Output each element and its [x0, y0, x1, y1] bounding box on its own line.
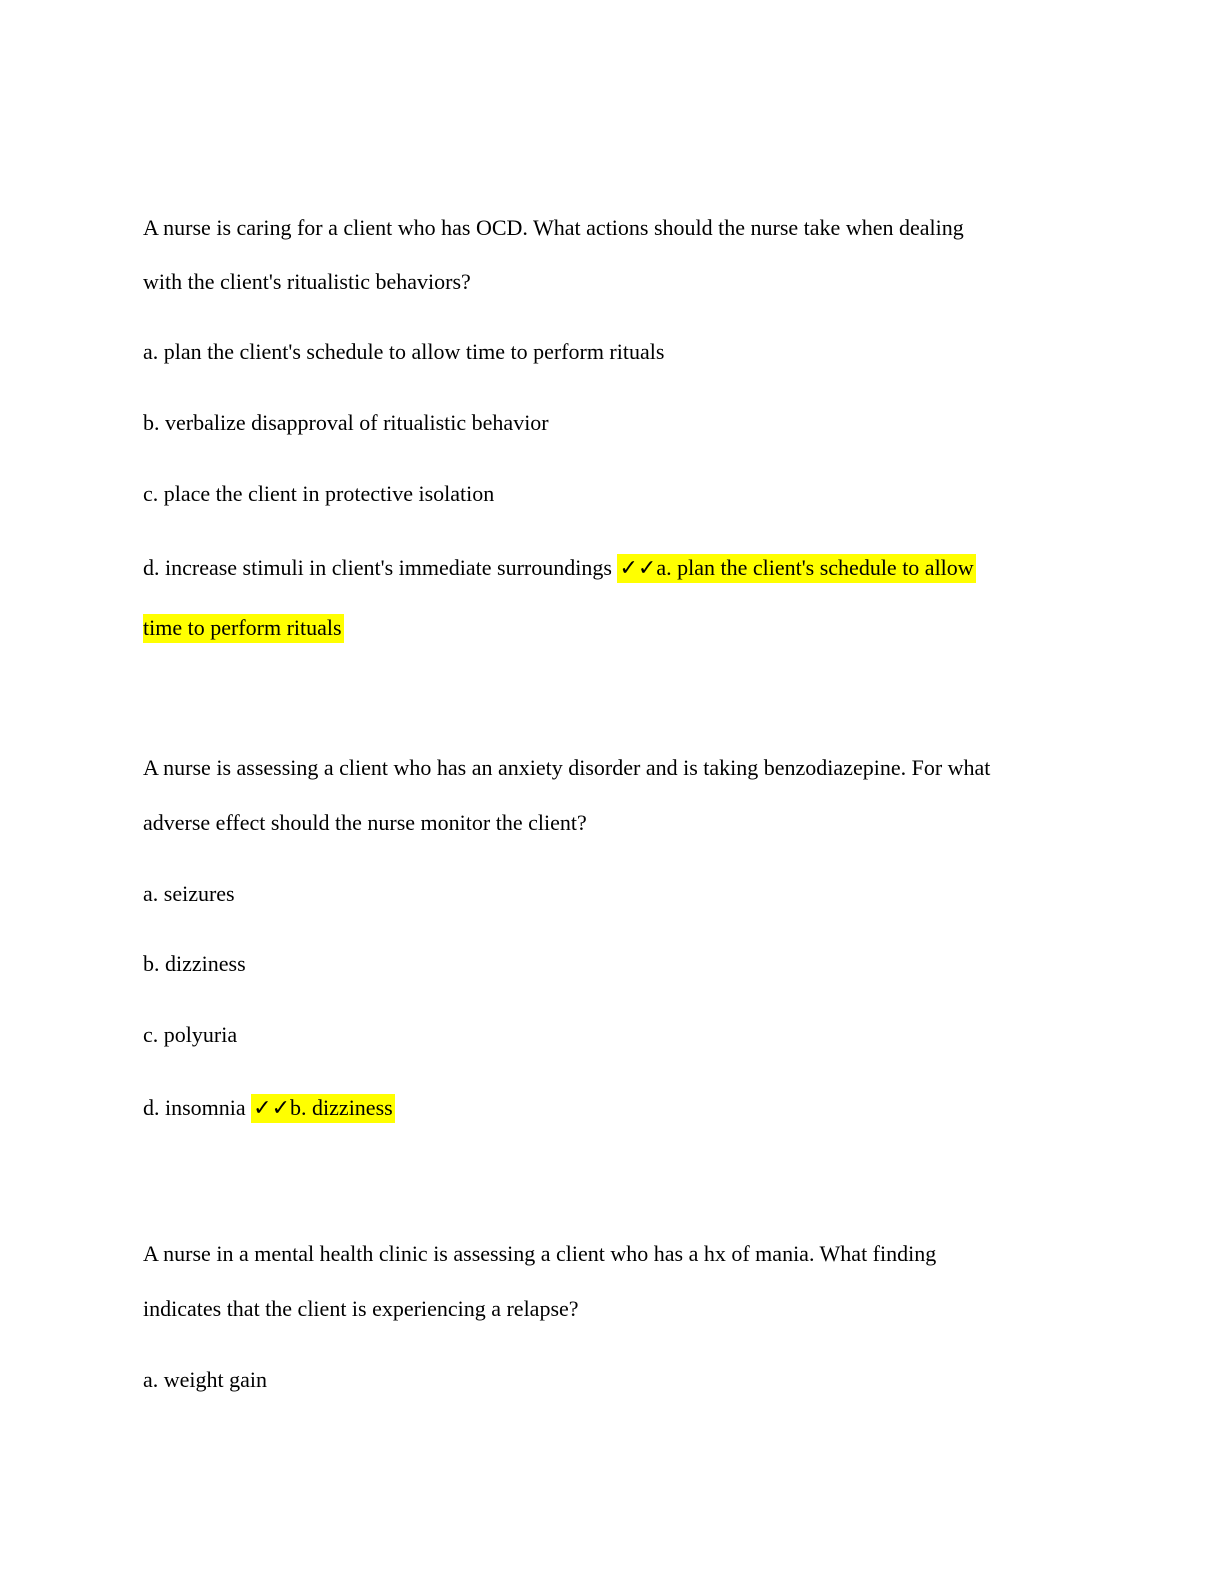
- question-1-stem-line-2: with the client's ritualistic behaviors?: [143, 269, 471, 294]
- question-2-option-c: c. polyuria: [143, 1022, 238, 1047]
- question-2-option-d-line: [143, 1094, 395, 1123]
- question-2-option-b: b. dizziness: [143, 951, 246, 976]
- question-2-answer: b. dizziness: [290, 1095, 393, 1120]
- question-3-stem-line-2: indicates that the client is experiencing a relapse?: [143, 1296, 579, 1321]
- question-1-option-d: d. increase stimuli in client's immediate surroundings: [143, 555, 612, 580]
- question-1-option-b: b. verbalize disapproval of ritualistic behavior: [143, 410, 549, 435]
- question-2-stem-line-1: A nurse is assessing a client who has an anxiety disorder and is taking benzodiazepine. For what: [143, 755, 991, 780]
- question-1-answer-line-1: a. plan the client's schedule to allow: [656, 555, 974, 580]
- question-1-option-a: a. plan the client's schedule to allow time to perform rituals: [143, 339, 665, 364]
- question-1-answer-highlight: [617, 554, 975, 583]
- question-2-option-d: d. insomnia: [143, 1095, 246, 1120]
- question-1-option-d-line: [143, 554, 976, 583]
- question-1-stem-line-1: A nurse is caring for a client who has OCD. What actions should the nurse take when dealing: [143, 215, 964, 240]
- question-2-stem-line-2: adverse effect should the nurse monitor the client?: [143, 810, 587, 835]
- question-3-stem-line-1: A nurse in a mental health clinic is assessing a client who has a hx of mania. What finding: [143, 1241, 937, 1266]
- question-2-answer-highlight: [251, 1094, 395, 1123]
- question-3-option-a: a. weight gain: [143, 1367, 268, 1392]
- double-check-icon: ✓✓: [253, 1096, 291, 1121]
- question-1-option-c: c. place the client in protective isolation: [143, 481, 495, 506]
- double-check-icon: ✓✓: [619, 556, 657, 581]
- question-1-answer-line-2-row: [143, 614, 344, 642]
- question-1-answer-line-2: time to perform rituals: [143, 614, 344, 643]
- question-2-option-a: a. seizures: [143, 881, 235, 906]
